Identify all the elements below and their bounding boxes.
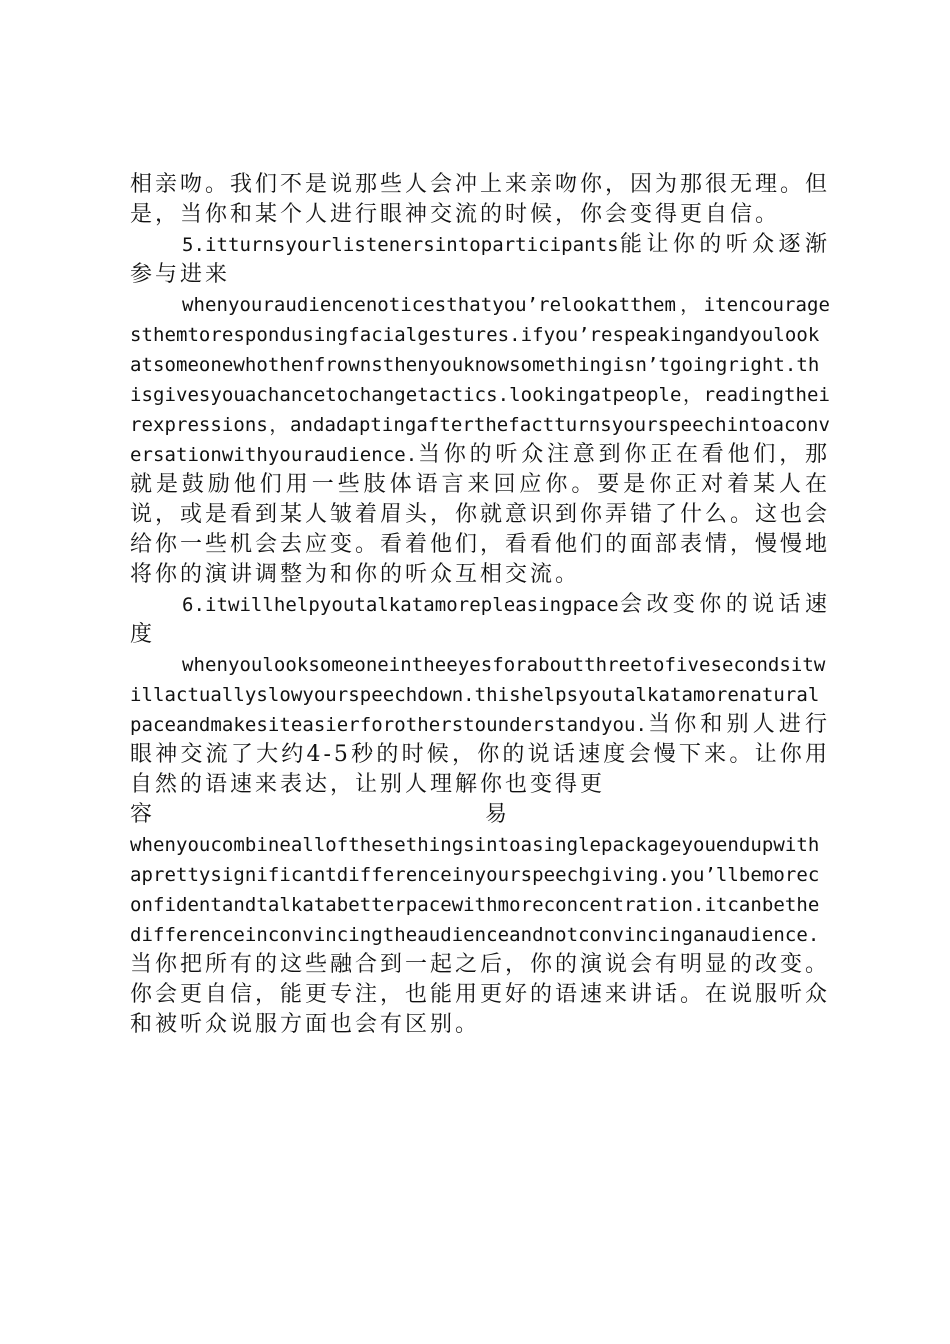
paragraph-point-5	[130, 290, 830, 590]
heading-point-5	[130, 230, 830, 290]
paragraph-conclusion-chinese: 当你把所有的这些融合到一起之后，你的演说会有明显的改变。你会更自信，能更专注，也能用更好的语速来讲话。在说服听众和被听众说服方面也会有区别。	[130, 952, 831, 1037]
heading-point-6-chinese: 会改变你的说话速度	[130, 592, 830, 647]
paragraph-point-6-tail	[130, 800, 510, 830]
document-page	[130, 170, 830, 1040]
paragraph-point-5-chinese: 当你的听众注意到你正在看他们，那就是鼓励他们用一些肢体语言来回应你。要是你正对着某人在说，或是看到某人皱着眉头，你就意识到你弄错了什么。这也会给你一些机会去应变。看着他们，看看他们的面部表情，慢慢地将你的演讲调整为和你的听众互相交流。	[130, 442, 831, 587]
paragraph-point-6-chinese: 当你和别人进行眼神交流了大约4-5秒的时候，你的说话速度会慢下来。让你用自然的语速来表达，让别人理解你也变得更	[130, 712, 830, 797]
paragraph-point-5-english: whenyouraudiencenoticesthatyou’relookatthem，itencouragesthemtorespondusingfacialgestures.ifyou’respeakingandyoulookatsomeonewhothenfrownsthenyouknowsomethingisn’tgoingright.thisgivesyouachancetochangetactics.lookingatpeople，readingtheirexpressions，andadaptingafterthefactturnsyourspeechintoaconversationwithyouraudience.	[130, 294, 830, 466]
heading-point-5-english: 5.itturnsyourlistenersintoparticipants	[182, 234, 619, 256]
heading-point-5-chinese: 能让你的听众逐渐参与进来	[130, 232, 830, 287]
paragraph-conclusion	[130, 830, 830, 1040]
paragraph-point-6-tail-char-1: 容	[130, 802, 156, 827]
heading-point-6-english: 6.itwillhelpyoutalkatamorepleasingpace	[182, 594, 619, 616]
paragraph-point-6-english: whenyoulooksomeoneintheeyesforaboutthreetofivesecondsitwillactuallyslowyourspeechdown.thishelpsyoutalkatamorenaturalpaceandmakesiteasierforotherstounderstandyou.	[130, 654, 826, 736]
paragraph-conclusion-english: whenyoucombineallofthesethingsintoasinglepackageyouendupwithaprettysignificantdifferenceinyourspeechgiving.you’llbemoreconfidentandtalkatabetterpacewithmoreconcentration.itcanbethedifferenceinconvincingtheaudienceandnotconvincinganaudience.	[130, 834, 820, 946]
paragraph-intro-text: 相亲吻。我们不是说那些人会冲上来亲吻你，因为那很无理。但是，当你和某个人进行眼神交流的时候，你会变得更自信。	[130, 172, 831, 227]
heading-point-6	[130, 590, 830, 650]
paragraph-point-6	[130, 650, 830, 800]
paragraph-intro	[130, 170, 830, 230]
paragraph-point-6-tail-char-2: 易	[484, 802, 510, 827]
